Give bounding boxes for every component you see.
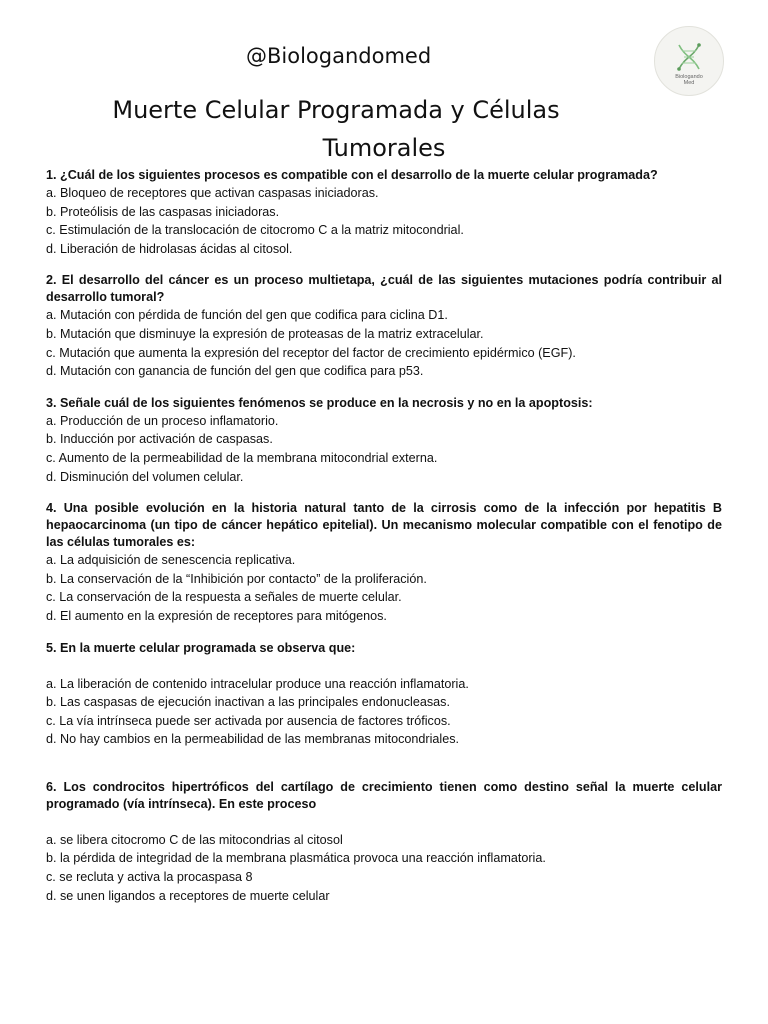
question-text: 2. El desarrollo del cáncer es un proceso multietapa, ¿cuál de las siguientes mutaciones podría contribuir al desarrollo tumoral?: [46, 273, 722, 305]
answer-option: c. Mutación que aumenta la expresión del receptor del factor de crecimiento epidérmico (EGF).: [46, 345, 576, 360]
question-text: 4. Una posible evolución en la historia natural tanto de la cirrosis como de la infección por hepatitis B hepaocarcinoma (un tipo de cáncer hepático epitelial). Un mecanismo molecular compatible con el fenotipo de las células tumorales es:: [46, 501, 722, 550]
answer-option: a. Producción de un proceso inflamatorio.: [46, 413, 279, 428]
answer-option: b. la pérdida de integridad de la membrana plasmática provoca una reacción inflamatoria.: [46, 851, 546, 866]
answer-option: d. Liberación de hidrolasas ácidas al citosol.: [46, 241, 293, 256]
logo-text-line2: Med: [683, 80, 695, 86]
question-3: [46, 395, 722, 486]
answer-option: a. Bloqueo de receptores que activan caspasas iniciadoras.: [46, 186, 379, 200]
page-title-line2: Tumorales: [322, 134, 446, 162]
answer-option: c. Estimulación de la translocación de citocromo C a la matriz mitocondrial.: [46, 223, 464, 238]
answer-option: c. se recluta y activa la procaspasa 8: [46, 870, 253, 885]
question-5: [46, 640, 722, 749]
answer-option: d. No hay cambios en la permeabilidad de las membranas mitocondriales.: [46, 732, 460, 747]
biologando-med-logo: [654, 26, 724, 96]
answer-option: d. Disminución del volumen celular.: [46, 469, 244, 484]
answer-option: a. Mutación con pérdida de función del gen que codifica para ciclina D1.: [46, 308, 448, 323]
answer-option: a. se libera citocromo C de las mitocondrias al citosol: [46, 832, 343, 847]
question-text: 6. Los condrocitos hipertróficos del cartílago de crecimiento tienen como destino señal la muerte celular programado (vía intrínseca). En este proceso: [46, 779, 722, 811]
logo-text-line1: Biologando: [675, 74, 703, 80]
answer-option: b. Proteólisis de las caspasas iniciadoras.: [46, 204, 280, 219]
question-text: 5. En la muerte celular programada se observa que:: [46, 640, 356, 655]
question-1: [46, 167, 722, 258]
answer-option: b. Mutación que disminuye la expresión de proteasas de la matriz extracelular.: [46, 326, 484, 341]
answer-option: d. El aumento en la expresión de receptores para mitógenos.: [46, 608, 387, 623]
page-title-line1: Muerte Celular Programada y Células: [112, 96, 560, 124]
question-text: 1. ¿Cuál de los siguientes procesos es compatible con el desarrollo de la muerte celular programada?: [46, 168, 658, 182]
answer-option: b. Inducción por activación de caspasas.: [46, 432, 273, 447]
question-2: [46, 272, 722, 380]
question-6: [46, 779, 722, 905]
question-4: [46, 500, 722, 625]
answer-option: c. Aumento de la permeabilidad de la membrana mitocondrial externa.: [46, 450, 438, 465]
answer-option: a. La liberación de contenido intracelular produce una reacción inflamatoria.: [46, 676, 469, 691]
author-handle: @Biologandomed: [246, 44, 432, 68]
questions-list: [46, 167, 722, 905]
answer-option: a. La adquisición de senescencia replicativa.: [46, 553, 296, 568]
answer-option: c. La conservación de la respuesta a señales de muerte celular.: [46, 590, 402, 605]
answer-option: b. Las caspasas de ejecución inactivan a las principales endonucleasas.: [46, 695, 450, 710]
question-text: 3. Señale cuál de los siguientes fenómenos se produce en la necrosis y no en la apoptosis:: [46, 395, 593, 410]
answer-option: d. Mutación con ganancia de función del gen que codifica para p53.: [46, 364, 424, 379]
answer-option: b. La conservación de la “Inhibición por contacto” de la proliferación.: [46, 571, 427, 586]
answer-option: d. se unen ligandos a receptores de muerte celular: [46, 888, 330, 903]
answer-option: c. La vía intrínseca puede ser activada por ausencia de factores tróficos.: [46, 713, 451, 728]
